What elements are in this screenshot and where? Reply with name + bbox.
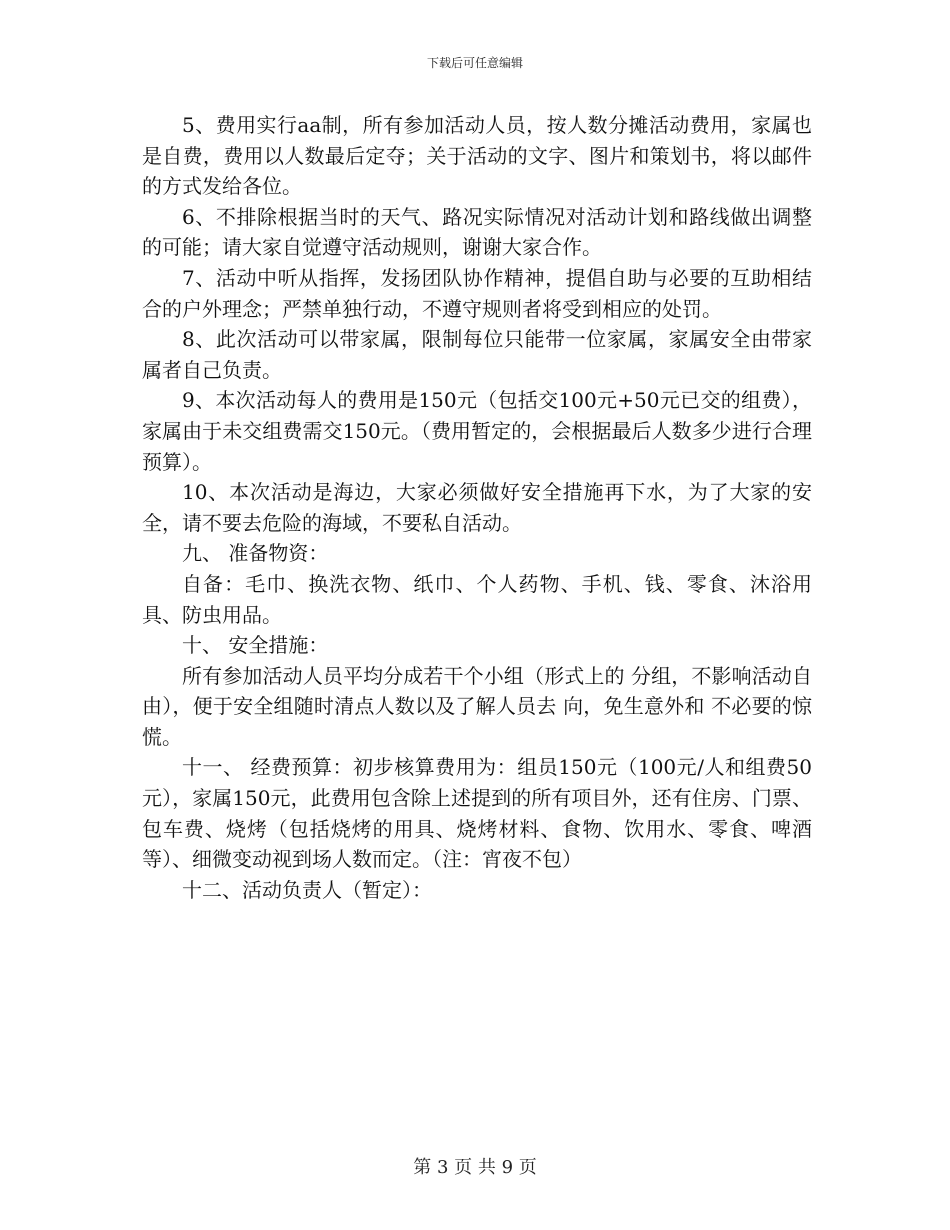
paragraph-item-5: 5、费用实行aa制，所有参加活动人员，按人数分摊活动费用，家属也是自费，费用以人数最后定夺；关于活动的文字、图片和策划书，将以邮件的方式发给各位。 bbox=[142, 113, 812, 199]
section-heading-materials: 九、 准备物资： bbox=[182, 541, 329, 566]
paragraph-materials: 自备：毛巾、换洗衣物、纸巾、个人药物、手机、钱、零食、沐浴用具、防虫用品。 bbox=[142, 571, 812, 627]
page-number: 第 3 页 共 9 页 bbox=[413, 1157, 537, 1178]
paragraph-budget: 十一、 经费预算：初步核算费用为：组员150元（100元/人和组费50元），家属150元，此费用包含除上述提到的所有项目外，还有住房、门票、包车费、烧烤（包括烧烤的用具、烧烤材料、食物、饮用水、零食、啤酒等）、细微变动视到场人数而定。（注：宵夜不包） bbox=[142, 755, 812, 872]
paragraph-item-10: 10、本次活动是海边，大家必须做好安全措施再下水，为了大家的安全，请不要去危险的海域，不要私自活动。 bbox=[142, 480, 812, 535]
section-heading-organizer: 十二、活动负责人（暂定）： bbox=[182, 877, 432, 902]
page-header: 下载后可任意编辑 bbox=[426, 56, 523, 70]
section-heading-safety: 十、 安全措施： bbox=[182, 633, 329, 658]
paragraph-item-8: 8、此次活动可以带家属，限制每位只能带一位家属，家属安全由带家属者自己负责。 bbox=[142, 327, 812, 382]
paragraph-item-7: 7、活动中听从指挥，发扬团队协作精神，提倡自助与必要的互助相结合的户外理念；严禁单独行动，不遵守规则者将受到相应的处罚。 bbox=[142, 265, 812, 321]
document-body bbox=[142, 110, 812, 905]
paragraph-safety: 所有参加活动人员平均分成若干个小组（形式上的 分组，不影响活动自由），便于安全组随时清点人数以及了解人员去 向，免生意外和 不必要的惊慌。 bbox=[142, 663, 812, 749]
paragraph-item-6: 6、不排除根据当时的天气、路况实际情况对活动计划和路线做出调整的可能；请大家自觉遵守活动规则，谢谢大家合作。 bbox=[142, 204, 812, 260]
paragraph-item-9: 9、本次活动每人的费用是150元（包括交100元+50元已交的组费），家属由于未交组费需交150元。（费用暂定的，会根据最后人数多少进行合理预算）。 bbox=[142, 388, 812, 474]
